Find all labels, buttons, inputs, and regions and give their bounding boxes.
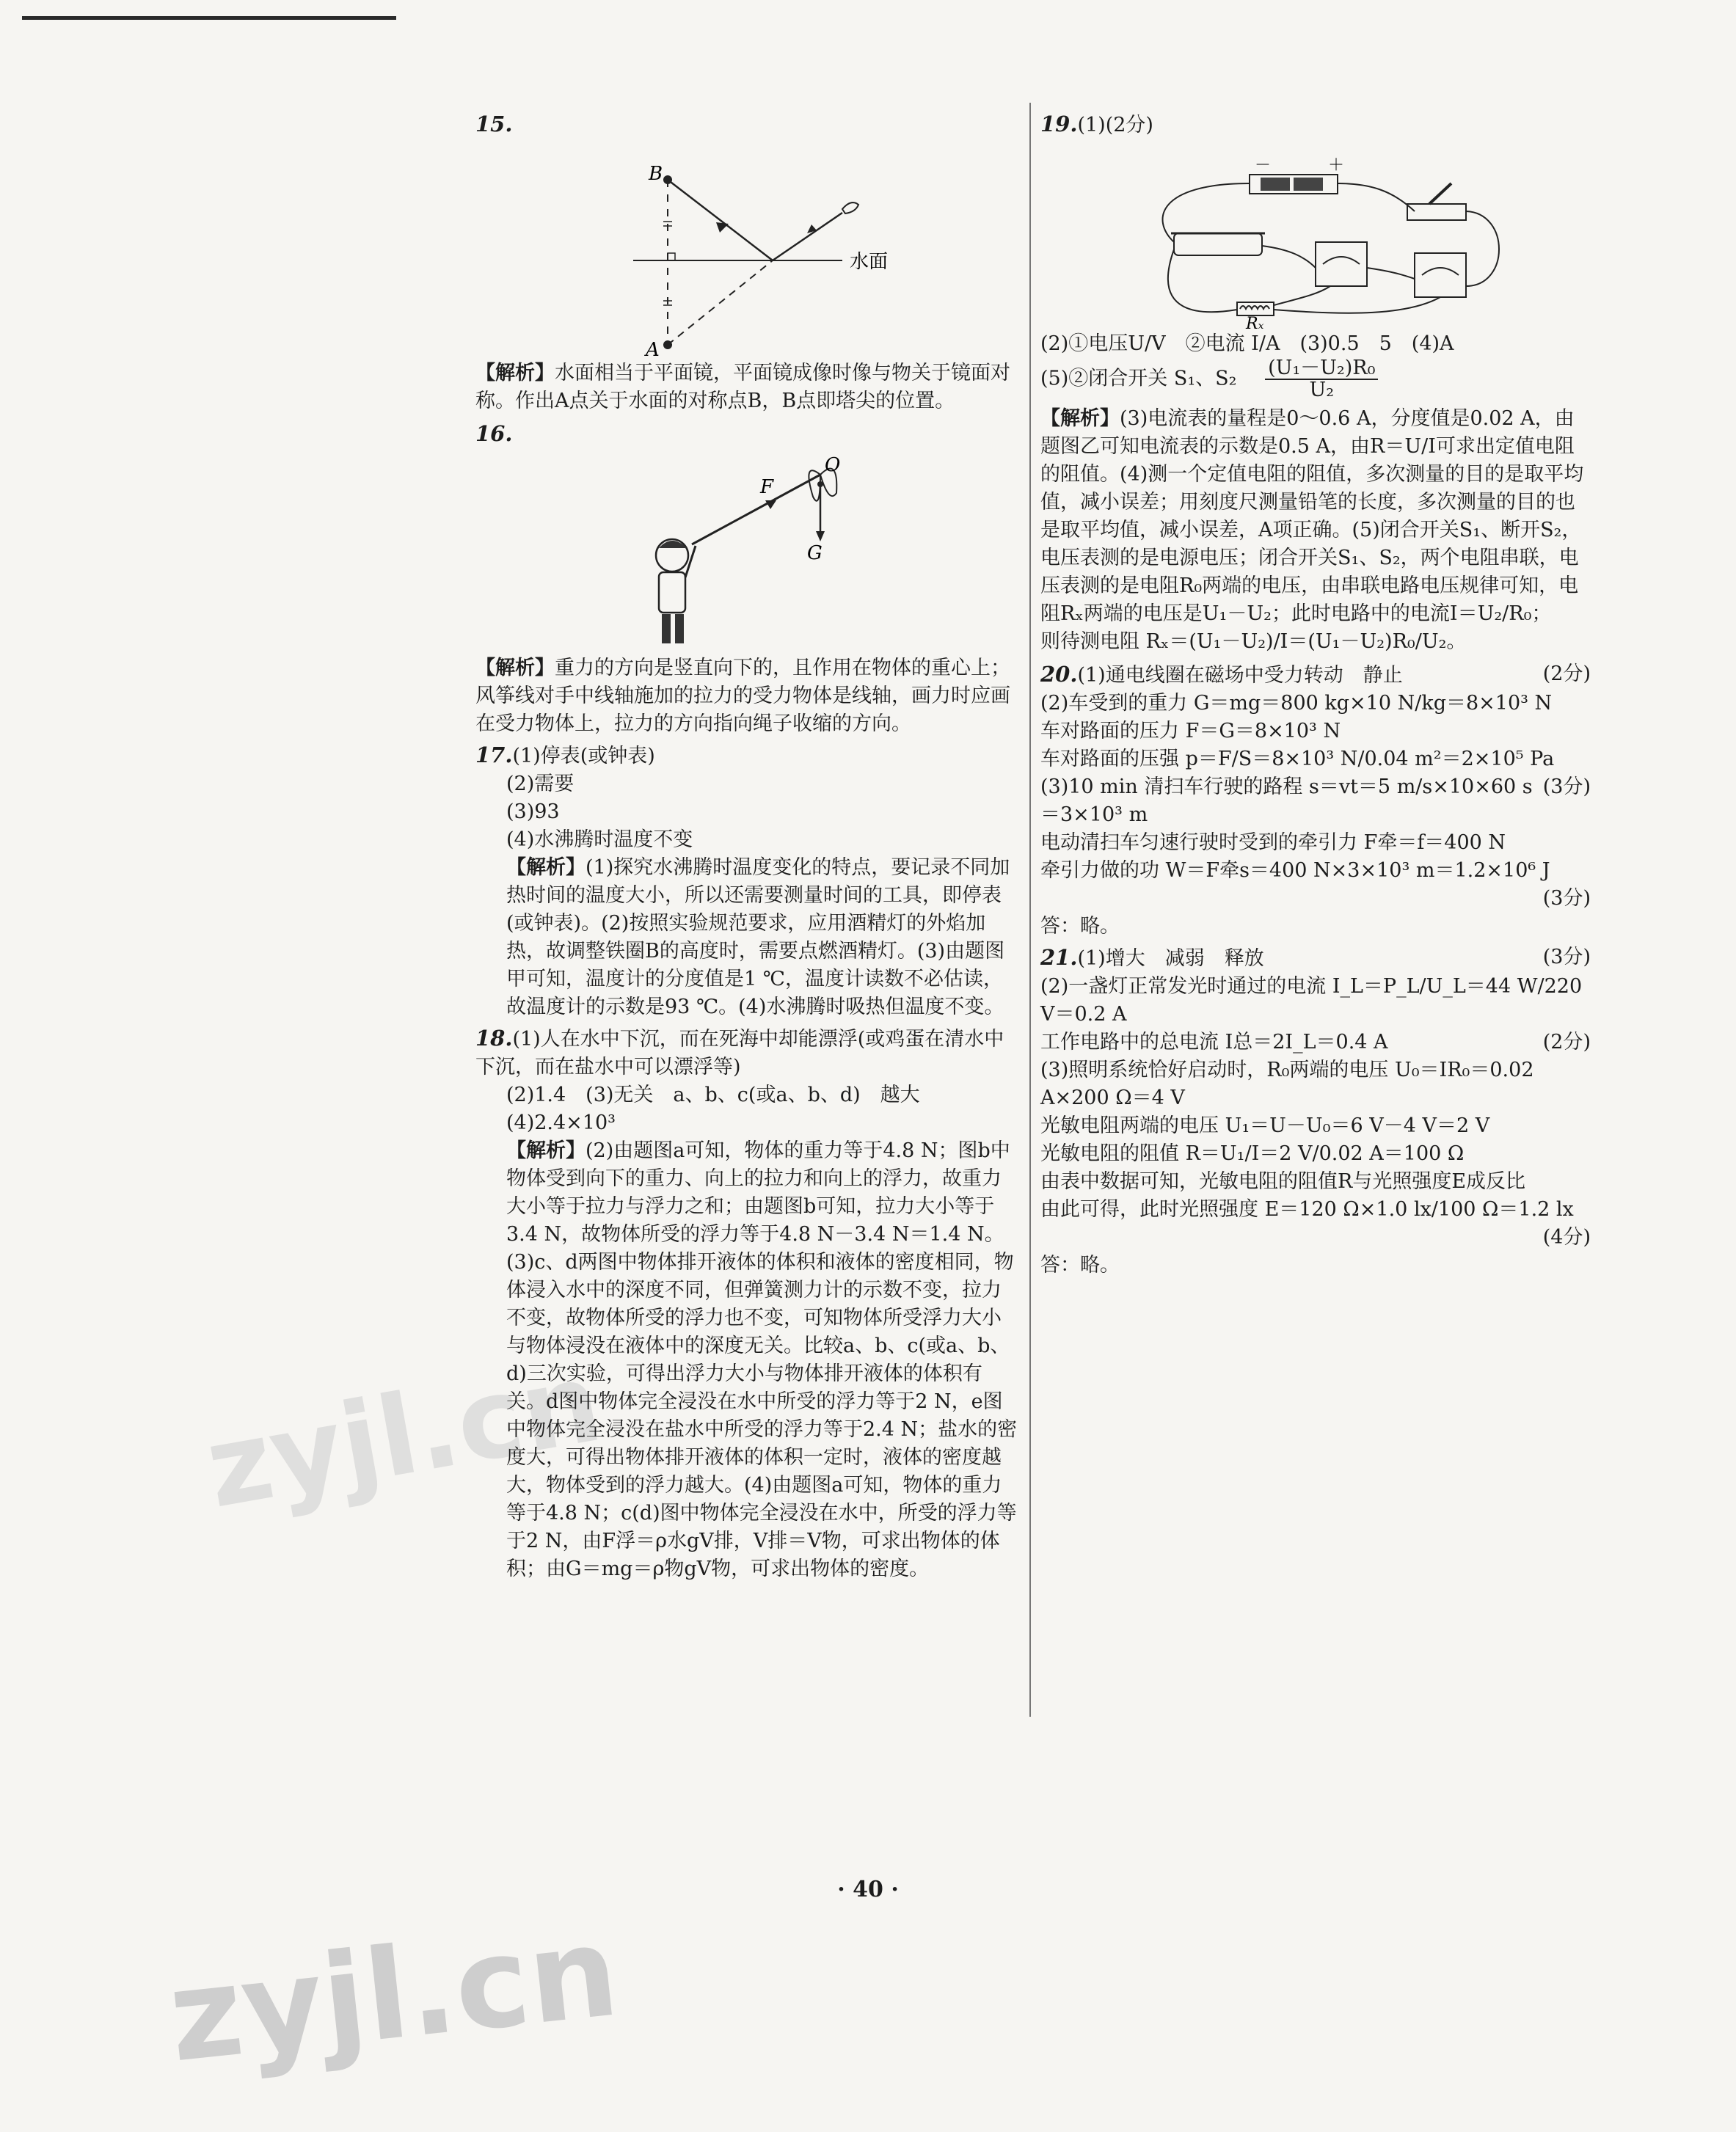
answer-line bbox=[1040, 913, 1591, 941]
answer-line: (2)需要 bbox=[506, 773, 575, 795]
answer-text: 答：略。 bbox=[1040, 1254, 1120, 1277]
answer-line bbox=[1040, 1196, 1591, 1224]
analysis-text: (3)电流表的量程是0～0.6 A，分度值是0.02 A，由题图乙可知电流表的示数是0.5 A，由R＝U/I可求出定值电阻的阻值。(4)测一个定值电阻的阻值，多次测量的目的是取平均值，减小误差；用刻度尺测量铅笔的长度，多次测量的目的也是取平均值，减小误差，A项正确。(5)闭合开关S₁、断开S₂，电压表测的是电源电压；闭合开关S₁、S₂，两个电阻串联，电压表测的是电阻R₀两端的电压，由串联电路电压规律可知，电阻Rₓ两端的电压是U₁－U₂；此时电路中的电流I＝U₂/R₀； bbox=[1040, 407, 1584, 625]
question-20 bbox=[1040, 660, 1591, 941]
score: (3分) bbox=[1542, 775, 1591, 798]
answer-text: (3)10 min 清扫车行驶的路程 s＝vt＝5 m/s×10×60 s＝3×10³ m bbox=[1040, 775, 1533, 826]
answer-text: 答：略。 bbox=[1040, 915, 1120, 938]
analysis-conclusion: 则待测电阻 Rₓ＝(U₁－U₂)/I＝(U₁－U₂)R₀/U₂。 bbox=[1040, 630, 1467, 653]
question-18 bbox=[475, 1024, 1018, 1583]
answer-text: (2)一盏灯正常发光时通过的电流 I_L＝P_L/U_L＝44 W/220 V＝0.2 A bbox=[1040, 975, 1583, 1026]
page-number: · 40 · bbox=[837, 1877, 899, 1902]
question-16 bbox=[475, 420, 1018, 738]
score: (4分) bbox=[1542, 1226, 1591, 1249]
answer-text: 车对路面的压强 p＝F/S＝8×10³ N/0.04 m²＝2×10⁵ Pa bbox=[1040, 748, 1555, 770]
analysis-tag: 【解析】 bbox=[475, 657, 555, 679]
answer-text: (5)②闭合开关 S₁、S₂ bbox=[1040, 367, 1237, 390]
answer-line bbox=[1040, 1056, 1591, 1112]
reflection-diagram bbox=[475, 139, 1018, 359]
circuit-diagram bbox=[1040, 139, 1591, 330]
answer-line bbox=[1040, 1140, 1591, 1168]
answer-line bbox=[1040, 358, 1591, 401]
score: (3分) bbox=[1542, 887, 1591, 910]
question-number: 18. bbox=[475, 1026, 513, 1051]
answer-text: 车对路面的压力 F＝G＝8×10³ N bbox=[1040, 720, 1341, 742]
question-21 bbox=[1040, 943, 1591, 1279]
answer-line bbox=[1040, 718, 1591, 745]
analysis bbox=[475, 654, 1018, 738]
question-number: 15. bbox=[475, 112, 513, 136]
analysis-tag: 【解析】 bbox=[506, 1139, 586, 1162]
answer-text: 光敏电阻两端的电压 U₁＝U－U₀＝6 V－4 V＝2 V bbox=[1040, 1114, 1490, 1137]
answer-line bbox=[1040, 773, 1591, 829]
analysis-text: (1)探究水沸腾时温度变化的特点，要记录不同加热时间的温度大小，所以还需要测量时间的工具，即停表(或钟表)。(2)按照实验规范要求，应用酒精灯的外焰加热，故调整铁圈B的高度时，需要点燃酒精灯。(3)由题图甲可知，温度计的分度值是1 ℃，温度计读数不必估读，故温度计的示数是93 ℃。(4)水沸腾时吸热但温度不变。 bbox=[506, 856, 1010, 1018]
answer-line bbox=[1040, 1252, 1591, 1279]
answer-line bbox=[1040, 745, 1591, 798]
answer-text: (1)增大 减弱 释放 bbox=[1077, 947, 1264, 970]
analysis bbox=[1040, 405, 1591, 628]
svg-text:－: － bbox=[1255, 156, 1272, 175]
score: (2分) bbox=[1542, 1031, 1591, 1054]
answer-line: (4)水沸腾时温度不变 bbox=[506, 828, 693, 851]
answer-text: (3)照明系统恰好启动时，R₀两端的电压 U₀＝IR₀＝0.02 A×200 Ω＝4 V bbox=[1040, 1059, 1534, 1109]
score: (3分) bbox=[1542, 946, 1591, 968]
answer-line: (1)人在水中下沉，而在死海中却能漂浮(或鸡蛋在清水中下沉，而在盐水中可以漂浮等) bbox=[475, 1028, 1004, 1078]
kite-o-label: O bbox=[825, 454, 841, 476]
analysis-text: 水面相当于平面镜，平面镜成像时像与物关于镜面对称。作出A点关于水面的对称点B，B点即塔尖的位置。 bbox=[475, 362, 1010, 412]
question-number: 21. bbox=[1040, 945, 1078, 970]
answer-text: 电动清扫车匀速行驶时受到的牵引力 F牵＝f＝400 N bbox=[1040, 831, 1506, 854]
question-number: 20. bbox=[1040, 662, 1078, 687]
answer-text: (1)通电线圈在磁场中受力转动 静止 bbox=[1077, 664, 1403, 687]
answer-line bbox=[1040, 829, 1591, 857]
force-f-label: F bbox=[760, 476, 774, 498]
answer-text: 牵引力做的功 W＝F牵s＝400 N×3×10³ m＝1.2×10⁶ J bbox=[1040, 859, 1550, 882]
analysis-tag: 【解析】 bbox=[475, 362, 555, 384]
answer-line bbox=[1040, 857, 1591, 885]
answer-text: 由此可得，此时光照强度 E＝120 Ω×1.0 lx/100 Ω＝1.2 lx bbox=[1040, 1198, 1574, 1221]
answer-line: (1)停表(或钟表) bbox=[512, 745, 655, 767]
analysis-text: 重力的方向是竖直向下的，且作用在物体的重心上；风筝线对手中线轴施加的拉力的受力物体是线轴，画力时应画在受力物体上，拉力的方向指向绳子收缩的方向。 bbox=[475, 657, 1010, 735]
gravity-g-label: G bbox=[807, 542, 823, 564]
part-1-label: (1)(2分) bbox=[1077, 114, 1153, 136]
question-number: 17. bbox=[475, 742, 513, 767]
score: (2分) bbox=[1542, 662, 1591, 685]
answer-line bbox=[1040, 885, 1591, 913]
answer-line: (4)2.4×10³ bbox=[506, 1111, 616, 1134]
analysis bbox=[475, 1137, 1018, 1583]
watermark: zyjl.cn bbox=[197, 1338, 610, 1533]
analysis bbox=[475, 359, 1018, 415]
answer-line bbox=[1040, 1029, 1591, 1056]
answer-line: (2)①电压U/V ②电流 I/A (3)0.5 5 (4)A bbox=[1040, 332, 1454, 355]
analysis bbox=[475, 854, 1018, 1021]
question-15 bbox=[475, 110, 1018, 415]
question-19 bbox=[1040, 110, 1591, 656]
analysis-tag: 【解析】 bbox=[1040, 407, 1120, 430]
right-column bbox=[1040, 110, 1591, 1279]
kite-diagram bbox=[475, 449, 1018, 654]
analysis-tag: 【解析】 bbox=[506, 856, 586, 879]
watermark: zyjl.cn bbox=[162, 1899, 625, 2091]
fraction bbox=[1265, 358, 1378, 401]
answer-line bbox=[1040, 973, 1591, 1029]
answer-text: 光敏电阻的阻值 R＝U₁/I＝2 V/0.02 A＝100 Ω bbox=[1040, 1142, 1465, 1165]
fraction-denominator: U₂ bbox=[1309, 379, 1335, 401]
question-number: 19. bbox=[1040, 112, 1078, 136]
analysis-text: (2)由题图a可知，物体的重力等于4.8 N；图b中物体受到向下的重力、向上的拉力和向上的浮力，故重力大小等于拉力与浮力之和；由题图b可知，拉力大小等于3.4 N，故物体所受的浮力等于4.8 N－3.4 N＝1.4 N。(3)c、d两图中物体排开液体的体积和液体的密度相同，物体浸入水中的深度不同，但弹簧测力计的示数不变，拉力不变，故物体所受的浮力也不变，可知物体所受浮力大小与物体浸没在液体中的深度无关。比较a、b、c(或a、b、d)三次实验，可得出浮力大小与物体排开液体的体积有关。d图中物体完全浸没在水中所受的浮力等于2 N，e图中物体完全浸没在盐水中所受的浮力等于2.4 N；盐水的密度大，可得出物体排开液体的体积一定时，液体的密度越大，物体受到的浮力越大。(4)由题图a可知，物体的重力等于4.8 N；c(d)图中物体完全浸没在水中，所受的浮力等于2 N，由F浮＝ρ水gV排，V排＝V物，可求出物体的体积；由G＝mg＝ρ物gV物，可求出物体的密度。 bbox=[506, 1139, 1018, 1580]
answer-text: (2)车受到的重力 G＝mg＝800 kg×10 N/kg＝8×10³ N bbox=[1040, 692, 1553, 715]
answer-line bbox=[1040, 1224, 1591, 1252]
fraction-numerator: (U₁－U₂)R₀ bbox=[1265, 358, 1378, 380]
top-rule bbox=[22, 16, 396, 20]
answer-line: (3)93 bbox=[506, 800, 560, 823]
answer-text: 工作电路中的总电流 I总＝2I_L＝0.4 A bbox=[1040, 1031, 1388, 1054]
answer-text: 由表中数据可知，光敏电阻的阻值R与光照强度E成反比 bbox=[1040, 1170, 1526, 1193]
question-number: 16. bbox=[475, 421, 513, 446]
water-surface-label: 水面 bbox=[850, 251, 889, 273]
column-divider bbox=[1029, 103, 1031, 1717]
answer-line: (2)1.4 (3)无关 a、b、c(或a、b、d) 越大 bbox=[506, 1084, 920, 1106]
point-b-label: B bbox=[649, 163, 663, 185]
svg-text:＋: ＋ bbox=[1328, 156, 1345, 175]
question-17 bbox=[475, 741, 1018, 1021]
rx-label: Rₓ bbox=[1246, 315, 1264, 330]
answer-line bbox=[1040, 690, 1591, 718]
left-column bbox=[475, 110, 1018, 1583]
answer-line bbox=[1040, 1112, 1591, 1140]
answer-line bbox=[1040, 1168, 1591, 1196]
point-a-label: A bbox=[646, 339, 660, 359]
